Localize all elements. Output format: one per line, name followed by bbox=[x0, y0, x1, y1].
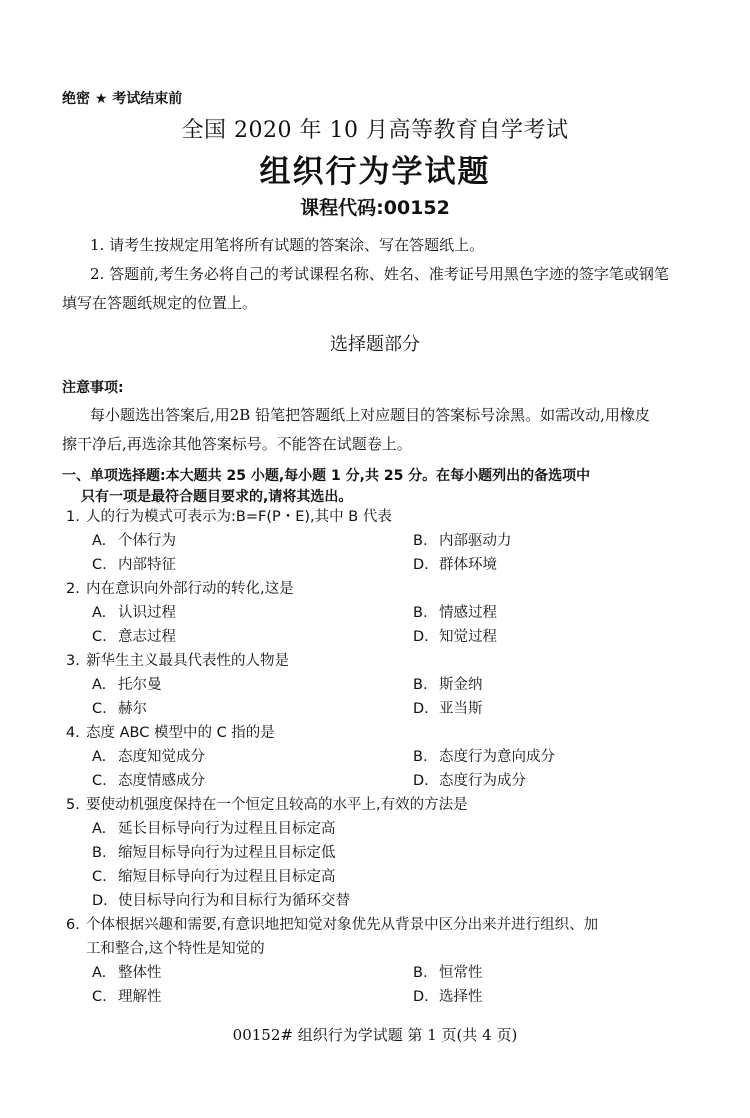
question-text: 人的行为模式可表示为:B=F(P・E),其中 B 代表 bbox=[86, 509, 392, 525]
option-d: D. 群体环境 bbox=[413, 557, 497, 573]
confidential-mark: 绝密 ★ 考试结束前 bbox=[62, 91, 183, 107]
question-1 bbox=[66, 505, 706, 577]
option-b: B. 情感过程 bbox=[413, 605, 497, 621]
option-a: A. 整体性 bbox=[92, 965, 162, 981]
question-text: 要使动机强度保持在一个恒定且较高的水平上,有效的方法是 bbox=[86, 797, 468, 813]
instructions bbox=[62, 231, 702, 318]
option-b: B. 恒常性 bbox=[413, 965, 483, 981]
option-d: D. 知觉过程 bbox=[413, 629, 497, 645]
question-4 bbox=[66, 721, 706, 793]
question-stem bbox=[66, 505, 706, 529]
notice-line: 每小题选出答案后,用2B 铅笔把答题纸上对应题目的答案标号涂黑。如需改动,用橡皮 bbox=[90, 406, 650, 424]
question-6 bbox=[66, 913, 706, 1009]
question-5 bbox=[66, 793, 706, 913]
question-number: 3. bbox=[66, 653, 80, 669]
question-stem bbox=[66, 721, 706, 745]
question-3 bbox=[66, 649, 706, 721]
question-text: 新华生主义最具代表性的人物是 bbox=[86, 653, 289, 669]
option-c: C. 态度情感成分 bbox=[92, 773, 205, 789]
question-stem bbox=[66, 793, 706, 817]
option-a: A. 托尔曼 bbox=[92, 677, 162, 693]
section-title: 选择题部分 bbox=[330, 334, 420, 355]
option-c: C. 理解性 bbox=[92, 989, 162, 1005]
option-c: C. 意志过程 bbox=[92, 629, 176, 645]
option-c: C. 缩短目标导向行为过程且目标定高 bbox=[92, 869, 336, 885]
option-a: A. 认识过程 bbox=[92, 605, 176, 621]
question-stem bbox=[66, 913, 706, 937]
question-text: 态度 ABC 模型中的 C 指的是 bbox=[86, 725, 275, 741]
question-stem bbox=[66, 649, 706, 673]
option-c: C. 赫尔 bbox=[92, 701, 147, 717]
option-a: A. 个体行为 bbox=[92, 533, 176, 549]
option-d: D. 态度行为成分 bbox=[413, 773, 526, 789]
option-d: D. 亚当斯 bbox=[413, 701, 483, 717]
option-a: A. 态度知觉成分 bbox=[92, 749, 205, 765]
instruction-line: 2. 答题前,考生务必将自己的考试课程名称、姓名、准考证号用黑色字迹的签字笔或钢笔 bbox=[90, 265, 669, 283]
question-text-continued: 工和整合,这个特性是知觉的 bbox=[86, 941, 265, 957]
option-b: B. 斯金纳 bbox=[413, 677, 483, 693]
option-b: B. 内部驱动力 bbox=[413, 533, 512, 549]
question-number: 4. bbox=[66, 725, 80, 741]
instruction-line: 填写在答题纸规定的位置上。 bbox=[62, 294, 258, 312]
question-number: 1. bbox=[66, 509, 80, 525]
question-2 bbox=[66, 577, 706, 649]
option-c: C. 内部特征 bbox=[92, 557, 176, 573]
option-b: B. 缩短目标导向行为过程且目标定低 bbox=[92, 845, 336, 861]
option-a: A. 延长目标导向行为过程且目标定高 bbox=[92, 821, 336, 837]
notice-heading: 注意事项: bbox=[62, 380, 124, 396]
question-text: 内在意识向外部行动的转化,这是 bbox=[86, 581, 294, 597]
part-one-line: 一、单项选择题:本大题共 25 小题,每小题 1 分,共 25 分。在每小题列出的备选项中 bbox=[62, 468, 591, 484]
notice-line: 擦干净后,再选涂其他答案标号。不能答在试题卷上。 bbox=[62, 435, 412, 453]
exam-title: 全国 2020 年 10 月高等教育自学考试 bbox=[181, 118, 569, 143]
question-text: 个体根据兴趣和需要,有意识地把知觉对象优先从背景中区分出来并进行组织、加 bbox=[86, 917, 599, 933]
question-number: 2. bbox=[66, 581, 80, 597]
part-one-line: 只有一项是最符合题目要求的,请将其选出。 bbox=[81, 489, 353, 505]
subject-title: 组织行为学试题 bbox=[259, 154, 491, 190]
page-footer: 00152# 组织行为学试题 第 1 页(共 4 页) bbox=[232, 1026, 518, 1044]
instruction-line: 1. 请考生按规定用笔将所有试题的答案涂、写在答题纸上。 bbox=[90, 236, 485, 254]
question-number: 5. bbox=[66, 797, 80, 813]
question-number: 6. bbox=[66, 917, 80, 933]
option-d: D. 选择性 bbox=[413, 989, 483, 1005]
question-stem bbox=[66, 577, 706, 601]
part-one-heading bbox=[62, 466, 702, 508]
option-d: D. 使目标导向行为和目标行为循环交替 bbox=[92, 893, 350, 909]
notice-body bbox=[62, 401, 702, 459]
course-code: 课程代码:00152 bbox=[300, 197, 450, 219]
option-b: B. 态度行为意向成分 bbox=[413, 749, 555, 765]
